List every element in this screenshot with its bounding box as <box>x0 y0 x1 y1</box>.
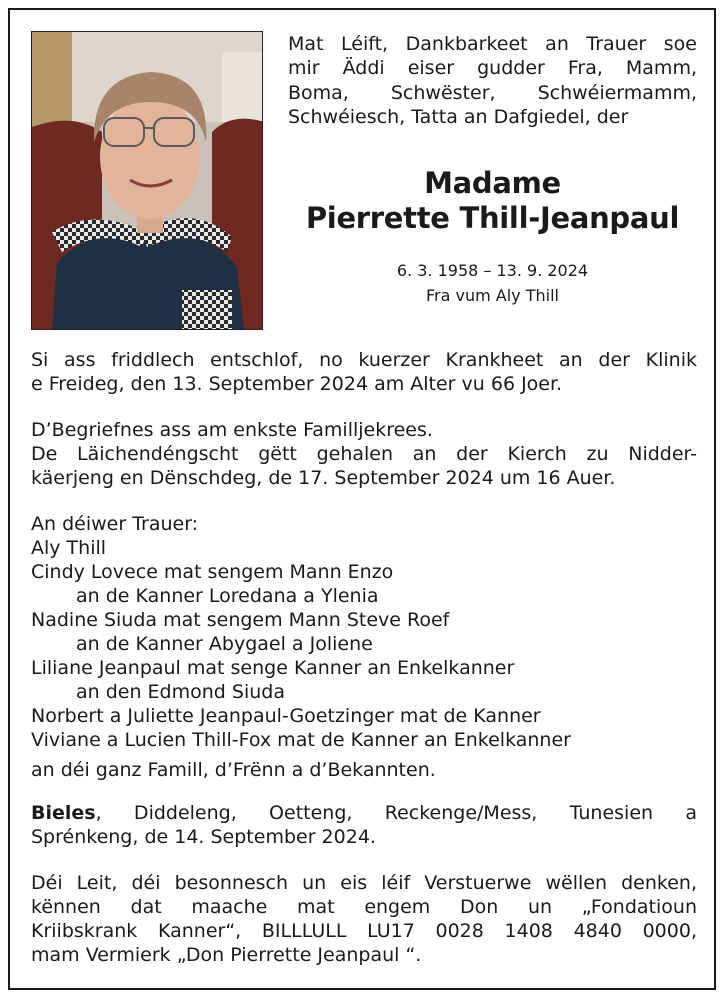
passing-paragraph <box>31 348 697 396</box>
deceased-fullname: Pierrette Thill-Jeanpaul <box>305 201 680 235</box>
intro-line: Boma, Schwëster, Schwéiermamm, <box>288 81 697 104</box>
text-line: e Freideg, den 13. September 2024 am Alter vu 66 Joer. <box>31 373 563 395</box>
intro-line: mir Äddi eiser gudder Fra, Mamm, <box>288 57 697 80</box>
deceased-title: Madame <box>424 166 561 200</box>
deceased-name <box>288 166 697 236</box>
text-line: käerjeng en Dënschdeg, de 17. September 2024 um 16 Auer. <box>31 467 616 489</box>
intro-line: Mat Léift, Dankbarkeet an Trauer soe <box>288 33 697 55</box>
mourner-line: Liliane Jeanpaul mat senge Kanner an Enkelkanner <box>31 657 515 679</box>
mourners-heading: An déiwer Trauer: <box>31 513 199 535</box>
text-line: Kriibskrank Kanner“, BILLLULL LU17 0028 1408 4840 0000, <box>31 920 697 942</box>
text-line: Déi Leit, déi besonnesch un eis léif Verstuerwe wëllen denken, <box>31 872 697 894</box>
mourner-line: Cindy Lovece mat sengem Mann Enzo <box>31 561 394 583</box>
life-dates: 6. 3. 1958 – 13. 9. 2024 <box>396 261 589 280</box>
funeral-paragraph <box>31 418 697 490</box>
location-paragraph <box>31 801 697 849</box>
text-line: kënnen dat maache mat engem Don un „Fondatioun <box>31 896 697 918</box>
location-rest: , Diddeleng, Oetteng, Reckenge/Mess, Tunesien a <box>95 802 697 824</box>
text-line <box>31 801 697 825</box>
mourner-line: an de Kanner Abygael a Joliene <box>76 633 373 655</box>
mourner-line: an den Edmond Siuda <box>76 681 285 703</box>
mourner-line: Viviane a Lucien Thill-Fox mat de Kanner an Enkelkanner <box>31 729 571 751</box>
mourner-line: Aly Thill <box>31 537 107 559</box>
text-line: D’Begriefnes ass am enkste Familljekrees. <box>31 419 433 441</box>
location-place: Bieles <box>31 802 96 824</box>
text-line: De Läichendéngscht gëtt gehalen an der Kierch zu Nidder- <box>31 443 697 465</box>
intro-text <box>288 32 697 129</box>
mourner-line: an de Kanner Loredana a Ylenia <box>76 585 379 607</box>
intro-line: Schwéiesch, Tatta an Dafgiedel, der <box>288 105 629 128</box>
text-line: Si ass friddlech entschlof, no kuerzer Krankheet an der Klinik <box>31 349 697 371</box>
mourners-section <box>31 512 697 782</box>
notice-body <box>31 348 697 967</box>
portrait-photo <box>31 31 263 330</box>
text-line: Sprénkeng, de 14. September 2024. <box>31 826 376 848</box>
mourner-line: Norbert a Juliette Jeanpaul-Goetzinger mat de Kanner <box>31 705 541 727</box>
mourner-line: an déi ganz Famill, d’Frënn a d’Bekannten. <box>31 759 436 781</box>
mourner-line: Nadine Siuda mat sengem Mann Steve Roef <box>31 609 450 631</box>
relation: Fra vum Aly Thill <box>426 286 559 305</box>
text-line: mam Vermierk „Don Pierrette Jeanpaul “. <box>31 944 422 966</box>
deceased-info <box>288 258 697 308</box>
donation-paragraph <box>31 871 697 967</box>
